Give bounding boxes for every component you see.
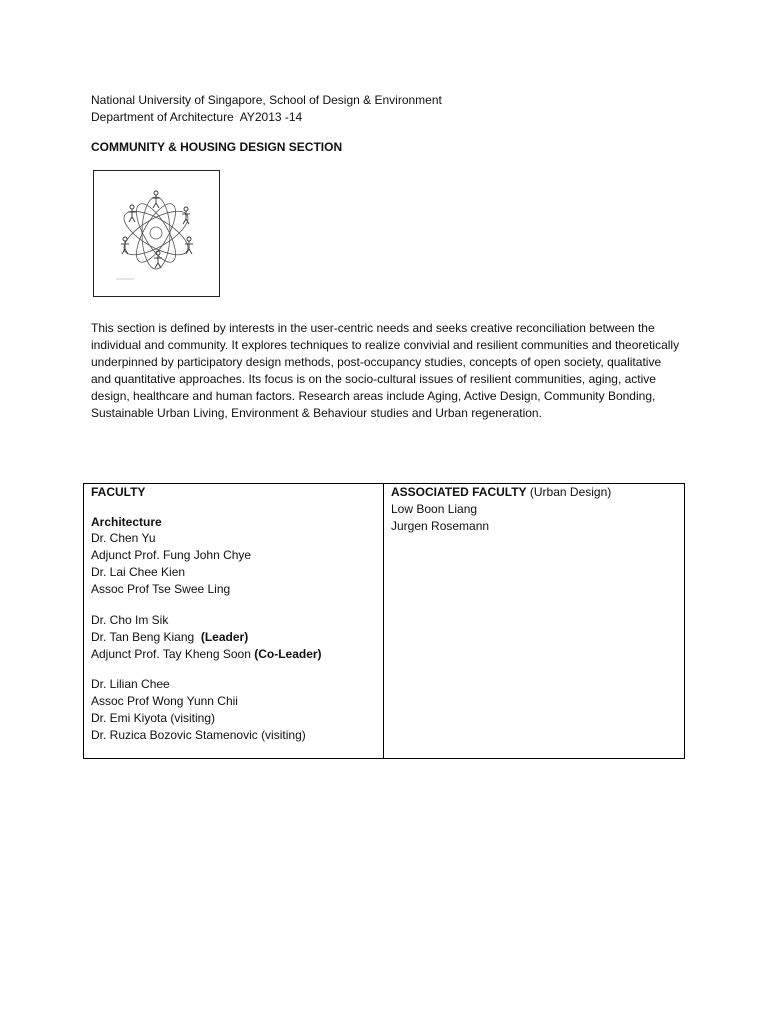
faculty-member: Dr. Lilian Chee — [91, 677, 170, 691]
co-leader-role: (Co-Leader) — [254, 647, 322, 661]
leader-role: (Leader) — [200, 630, 249, 644]
associated-faculty-column — [385, 484, 684, 758]
faculty-member-co-leader — [91, 646, 322, 663]
faculty-member: Dr. Emi Kiyota (visiting) — [91, 711, 216, 725]
intro-paragraph: This section is defined by interests in the user-centric needs and seeks creative reconciliation between the individual and community. It explores techniques to realize convivial and resilient communities and theoretically underpinned by participatory design methods, post-occupancy studies, concepts of open society, qualitative and quantitative approaches. Its focus is on the socio-cultural issues of resilient communities, aging, active design, healthcare and human factors. Research areas include Aging, Active Design, Community Bonding, Sustainable Urban Living, Environment & Behaviour studies and Urban regeneration. — [91, 321, 680, 420]
faculty-heading: FACULTY — [91, 485, 146, 499]
associated-title-suffix: (Urban Design) — [526, 485, 612, 499]
faculty-column — [84, 484, 384, 758]
community-sketch-figure — [93, 170, 220, 297]
document-header — [91, 92, 442, 126]
faculty-member: Assoc Prof Wong Yunn Chii — [91, 694, 238, 708]
faculty-member: Assoc Prof Tse Swee Ling — [91, 582, 231, 596]
community-petals-illustration — [94, 171, 219, 296]
faculty-group-2 — [91, 612, 322, 663]
faculty-table — [83, 483, 685, 759]
faculty-member: Adjunct Prof. Fung John Chye — [91, 548, 252, 562]
faculty-member: Dr. Lai Chee Kien — [91, 565, 186, 579]
associated-title: ASSOCIATED FACULTY — [391, 485, 527, 499]
faculty-member: Dr. Ruzica Bozovic Stamenovic (visiting) — [91, 728, 306, 742]
faculty-group-3 — [91, 676, 306, 744]
section-title: COMMUNITY & HOUSING DESIGN SECTION — [91, 140, 343, 154]
faculty-member: Dr. Cho Im Sik — [91, 613, 169, 627]
header-department: Department of Architecture AY2013 -14 — [91, 110, 303, 124]
member-name: Adjunct Prof. Tay Kheng Soon — [91, 647, 255, 661]
associated-members — [391, 501, 489, 535]
faculty-group-1 — [91, 530, 251, 598]
architecture-subheading: Architecture — [91, 515, 162, 529]
faculty-member: Dr. Chen Yu — [91, 531, 156, 545]
member-name: Dr. Tan Beng Kiang — [91, 630, 201, 644]
associated-faculty-heading — [391, 484, 611, 501]
faculty-member-leader — [91, 629, 322, 646]
header-institution: National University of Singapore, School of Design & Environment — [91, 93, 442, 107]
associated-member: Jurgen Rosemann — [391, 519, 490, 533]
associated-member: Low Boon Liang — [391, 502, 478, 516]
